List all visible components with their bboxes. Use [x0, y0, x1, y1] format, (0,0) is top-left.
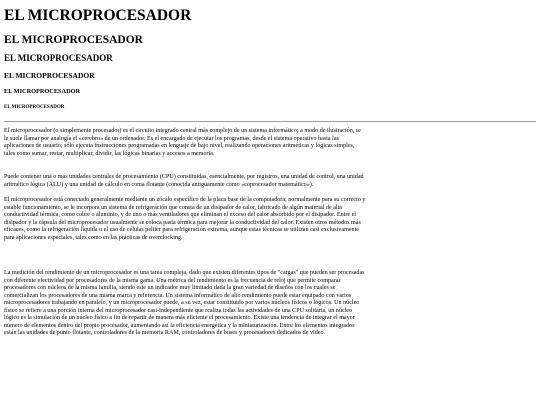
paragraph-cpu-units: Puede contener una o más unidades centrales de procesamiento (CPU) constituidas, esencialmente, por registros, una unidad de control, una unidad aritmético lógica (ALU) y una unidad de cálculo en coma flotante (conocida antiguamente como «coprocesador matemático»). — [4, 174, 364, 188]
horizontal-rule — [4, 121, 536, 122]
heading-level-3: EL MICROPROCESADOR — [4, 53, 113, 63]
paragraph-intro: El microprocesador (o simplemente procesador) es el circuito integrado central más complejo de un sistema informático; a modo de ilustración, se le suele llamar por analogía el «cerebro» de un ordenador. Es el encargado de ejecutar los programas, desde el sistema operativo hasta las aplicaciones de usuario; sólo ejecuta instrucciones programadas en lenguaje de bajo nivel, realizando operaciones aritméticas y lógicas simples, tales como sumar, restar, multiplicar, dividir, las lógicas binarias y accesos a memoria. — [4, 128, 361, 157]
paragraph-cooling: El microprocesador está conectado generalmente mediante un zócalo específico de la placa base de la computadora; normalmente para su correcto y estable funcionamiento, se le incorpora un sistema de refrigeración que consta de un disipador de calor, fabricado de algún material de alta conductividad térmica, como cobre o aluminio, y de uno o más ventiladores que eliminan el exceso del calor absorbido por el disipador. Entre el disipador y la cápsula del microprocesador usualmente se coloca pasta térmica para mejorar la conductividad del calor. Existen otros métodos más eficaces, como la refrigeración líquida o el uso de células peltier para refrigeración extrema, aunque estas técnicas se utilizan casi exclusivamente para aplicaciones especiales, tales como en las prácticas de overclocking. — [4, 197, 366, 241]
heading-level-1: EL MICROPROCESADOR — [4, 7, 192, 24]
heading-level-2: EL MICROPROCESADOR — [4, 34, 143, 46]
heading-level-5: EL MICROPROCESADOR — [4, 88, 81, 95]
heading-level-6: EL MICROPROCESADOR — [4, 105, 65, 110]
heading-level-4: EL MICROPROCESADOR — [4, 71, 95, 80]
paragraph-performance: La medición del rendimiento de un microprocesador es una tarea compleja, dado que existen diferentes tipos de "cargas" que pueden ser procesadas con diferente efectividad por procesadores de la misma gama. Una métrica del rendimiento es la frecuencia de reloj que permite comparar procesadores con núcleos de la misma familia, siendo este un indicador muy limitado dada la gran variedad de diseños con los cuales se comercializan los procesadores de una misma marca y referencia. Un sistema informático de alto rendimiento puede estar equipado con varios microprocesadores trabajando en paralelo, y un microprocesador puede, a su vez, estar constituido por varios núcleos físicos o lógicos. Un núcleo físico se refiere a una porción interna del microprocesador casi-independiente que realiza todas las actividades de una CPU solitaria, un núcleo lógico es la simulación de un núcleo físico a fin de repartir de manera más eficiente el procesamiento. Existe una tendencia de integrar el mayor número de elementos dentro del propio procesador, aumentando así la eficiencia energética y la miniaturización. Entre los elementos integrados están las unidades de punto flotante, controladores de la memoria RAM, controladores de buses y procesadores dedicados de video. — [4, 270, 365, 336]
